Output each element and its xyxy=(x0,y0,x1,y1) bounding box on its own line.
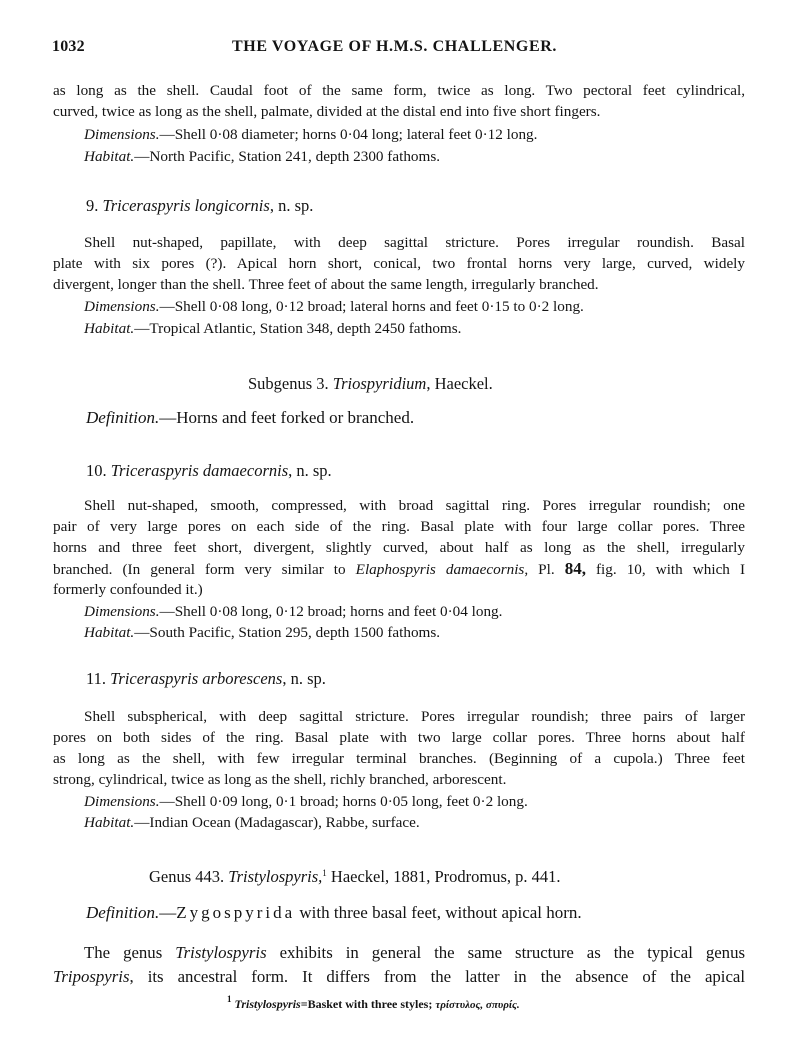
dimensions-line xyxy=(84,296,745,317)
species-heading xyxy=(86,196,313,216)
body-line: pair of very large pores on each side of the ring. Basal plate with four large collar pores. Three xyxy=(53,518,745,535)
subgenus-name: Triospyridium xyxy=(332,374,427,393)
dimensions-text: —Shell 0·08 long, 0·12 broad; lateral horns and feet 0·15 to 0·2 long. xyxy=(159,298,584,315)
subgenus-heading xyxy=(248,374,493,394)
footnote-mark: 1 xyxy=(227,994,232,1004)
habitat-line xyxy=(84,812,745,833)
body-line: plate with six pores (?). Apical horn short, conical, two frontal horns very large, curved, widely xyxy=(53,255,745,272)
body-line: horns and three feet short, divergent, slightly curved, about half as long as the shell, irregularly xyxy=(53,539,745,556)
plate-number: 84, xyxy=(564,559,586,578)
genus-definition xyxy=(86,903,582,923)
habitat-line xyxy=(84,622,745,643)
dimensions-line xyxy=(84,601,745,622)
dimensions-label: Dimensions. xyxy=(84,298,160,315)
body-line: Shell nut-shaped, smooth, compressed, with broad sagittal ring. Pores irregular roundish; one xyxy=(84,497,745,514)
body-text: branched. (In general form very similar to xyxy=(53,561,356,578)
dimensions-text: —Shell 0·09 long, 0·1 broad; horns 0·05 long, feet 0·2 long. xyxy=(159,793,528,810)
species-heading xyxy=(86,461,332,481)
body-line: as long as the shell. Caudal foot of the same form, twice as long. Two pectoral feet cylindrical, xyxy=(53,82,745,99)
dimensions-label: Dimensions. xyxy=(84,793,160,810)
genus-name-inline: Tristylospyris xyxy=(175,943,267,962)
definition-text: with three basal feet, without apical horn. xyxy=(295,903,582,922)
page-number: 1032 xyxy=(52,38,85,55)
subgenus-suffix: , Haeckel. xyxy=(426,374,493,393)
body-line: formerly confounded it.) xyxy=(53,581,203,598)
species-number: 11. xyxy=(86,669,107,688)
species-number: 9. xyxy=(86,196,99,215)
habitat-line xyxy=(84,146,745,167)
habitat-text: —Tropical Atlantic, Station 348, depth 2450 fathoms. xyxy=(134,320,462,337)
family-name: Zygospyrida xyxy=(176,903,296,922)
species-name: Triceraspyris longicornis xyxy=(102,196,270,215)
dimensions-text: —Shell 0·08 long, 0·12 broad; horns and feet 0·04 long. xyxy=(159,603,503,620)
definition-label: Definition. xyxy=(86,903,160,922)
definition-label: Definition. xyxy=(86,408,160,427)
species-heading xyxy=(86,669,326,689)
footnote xyxy=(227,994,520,1012)
body-line xyxy=(53,558,745,580)
body-text: , its ancestral form. It differs from the latter in the absence of the apical xyxy=(129,967,745,986)
genus-prefix: Genus 443. xyxy=(149,867,225,886)
species-number: 10. xyxy=(86,461,107,480)
definition-dash: — xyxy=(159,903,177,922)
species-name: Triceraspyris damaecornis xyxy=(110,461,289,480)
dimensions-label: Dimensions. xyxy=(84,603,160,620)
species-name: Triceraspyris arborescens xyxy=(110,669,283,688)
body-line xyxy=(84,941,745,964)
subgenus-definition xyxy=(86,408,414,428)
body-line: pores on both sides of the ring. Basal plate with two large collar pores. Three horns about half xyxy=(53,729,745,746)
body-line: strong, cylindrical, twice as long as the shell, richly branched, arborescent. xyxy=(53,771,507,788)
running-title: THE VOYAGE OF H.M.S. CHALLENGER. xyxy=(232,38,558,55)
body-text: exhibits in general the same structure as the typical genus xyxy=(266,943,745,962)
habitat-label: Habitat. xyxy=(84,148,135,165)
genus-name-inline: Tripospyris xyxy=(53,967,130,986)
body-text: fig. 10, with which I xyxy=(585,561,746,578)
footnote-reference[interactable]: 1 xyxy=(322,868,327,878)
habitat-text: —South Pacific, Station 295, depth 1500 fathoms. xyxy=(134,624,441,641)
habitat-line xyxy=(84,318,745,339)
footnote-text: =Basket with three styles; xyxy=(300,997,433,1011)
dimensions-label: Dimensions. xyxy=(84,126,160,143)
habitat-label: Habitat. xyxy=(84,624,135,641)
body-line: Shell nut-shaped, papillate, with deep sagittal stricture. Pores irregular roundish. Basal xyxy=(84,234,745,251)
dimensions-line xyxy=(84,124,745,145)
footnote-greek: τρίστυλος, σπυρίς. xyxy=(435,999,520,1011)
genus-suffix: Haeckel, 1881, Prodromus, p. 441. xyxy=(326,867,561,886)
genus-name: Tristylospyris, xyxy=(228,867,323,886)
species-suffix: , n. sp. xyxy=(288,461,332,480)
species-suffix: , n. sp. xyxy=(269,196,314,215)
habitat-text: —North Pacific, Station 241, depth 2300 fathoms. xyxy=(134,148,441,165)
dimensions-text: —Shell 0·08 diameter; horns 0·04 long; lateral feet 0·12 long. xyxy=(159,126,538,143)
habitat-text: —Indian Ocean (Madagascar), Rabbe, surface. xyxy=(134,814,420,831)
subgenus-prefix: Subgenus 3. xyxy=(248,374,329,393)
body-line: divergent, longer than the shell. Three feet of about the same length, irregularly branched. xyxy=(53,276,599,293)
definition-text: —Horns and feet forked or branched. xyxy=(159,408,415,427)
footnote-term: Tristylospyris xyxy=(234,997,301,1011)
body-line: as long as the shell, with few irregular terminal branches. (Beginning of a cupola.) Three feet xyxy=(53,750,745,767)
body-line: Shell subspherical, with deep sagittal stricture. Pores irregular roundish; three pairs of larger xyxy=(84,708,745,725)
species-suffix: , n. sp. xyxy=(282,669,326,688)
body-line: curved, twice as long as the shell, palmate, divided at the distal end into five short fingers. xyxy=(53,103,601,120)
genus-heading xyxy=(149,867,561,887)
habitat-label: Habitat. xyxy=(84,814,135,831)
dimensions-line xyxy=(84,791,745,812)
body-line xyxy=(53,965,745,988)
habitat-label: Habitat. xyxy=(84,320,135,337)
body-text: The genus xyxy=(84,943,176,962)
body-text: , Pl. xyxy=(524,561,565,578)
cross-reference-species: Elaphospyris damaecornis xyxy=(355,561,525,578)
